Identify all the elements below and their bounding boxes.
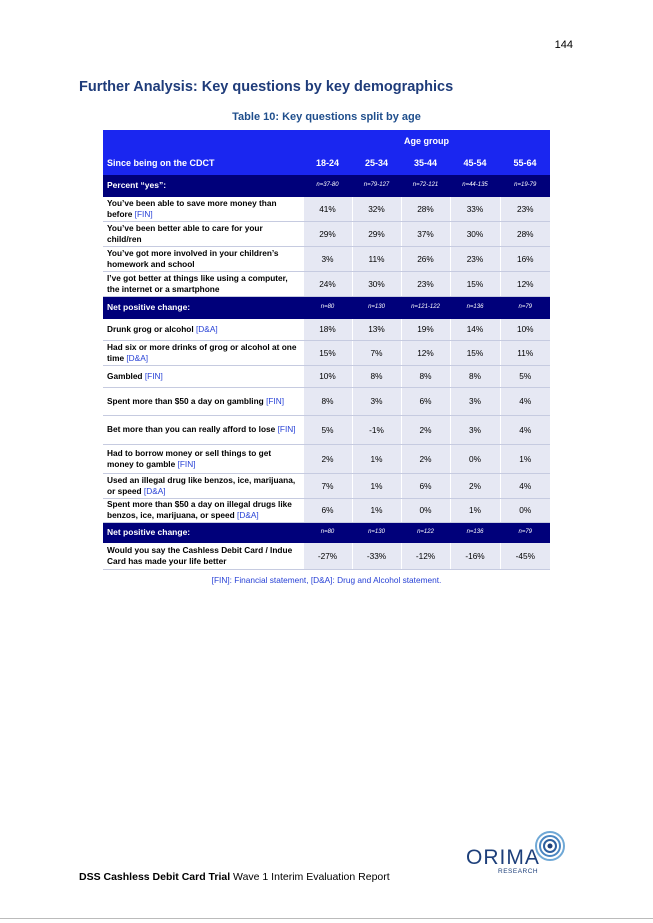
table-row [103, 365, 550, 387]
value-cell: 1% [352, 498, 401, 522]
header-spacer [103, 130, 303, 152]
value-cell: 7% [352, 340, 401, 365]
question-text: Drunk grog or alcohol [107, 323, 194, 334]
statement-tag: [FIN] [144, 370, 163, 381]
value-cell: 4% [500, 415, 550, 444]
value-cell: 2% [401, 444, 450, 473]
statement-tag: [D&A] [143, 485, 166, 496]
value-cell: 3% [450, 387, 500, 415]
value-cell: 2% [401, 415, 450, 444]
table-row [103, 415, 550, 444]
question-text: Had six or more drinks of grog or alcohol at one time [107, 341, 297, 363]
value-cell: 3% [450, 415, 500, 444]
value-cell: 1% [352, 473, 401, 498]
table-row [103, 498, 550, 522]
question-label [103, 271, 303, 296]
question-label [103, 196, 303, 221]
footer-rest: Wave 1 Interim Evaluation Report [230, 871, 390, 883]
value-cell: 26% [401, 246, 450, 271]
value-cell: 32% [352, 196, 401, 221]
value-cell: -45% [500, 542, 550, 569]
value-cell: 24% [303, 271, 352, 296]
value-cell: 0% [450, 444, 500, 473]
age-split-table [103, 130, 550, 570]
table-row [103, 246, 550, 271]
value-cell: 23% [500, 196, 550, 221]
age-column-header: 35-44 [401, 152, 450, 174]
sample-size: n=72-121 [401, 174, 450, 196]
value-cell: 1% [500, 444, 550, 473]
value-cell: 3% [352, 387, 401, 415]
footer-bold-title: DSS Cashless Debit Card Trial [79, 871, 231, 883]
question-label [103, 498, 303, 522]
table-row [103, 542, 550, 569]
sample-size: n=136 [450, 296, 500, 318]
table-row [103, 473, 550, 498]
sample-size: n=122 [401, 522, 450, 542]
table-row [103, 221, 550, 246]
footnote [103, 575, 550, 585]
section-label: Percent “yes”: [103, 174, 303, 196]
logo-subtitle: RESEARCH [498, 868, 539, 875]
value-cell: -1% [352, 415, 401, 444]
value-cell: 29% [303, 221, 352, 246]
row-header-label: Since being on the CDCT [103, 152, 303, 174]
age-group-label: Age group [303, 130, 550, 152]
age-column-header: 55-64 [500, 152, 550, 174]
question-text: You’ve been better able to care for your child/ren [107, 222, 263, 244]
value-cell: 3% [303, 246, 352, 271]
value-cell: 41% [303, 196, 352, 221]
value-cell: 15% [450, 340, 500, 365]
question-text: Bet more than you can really afford to lose [107, 424, 276, 434]
orima-logo [464, 830, 568, 878]
question-label [103, 246, 303, 271]
statement-tag: [D&A] [126, 352, 149, 363]
question-text: I’ve got better at things like using a computer, the internet or a smartphone [107, 272, 288, 294]
sample-size: n=44-135 [450, 174, 500, 196]
question-text: Spent more than $50 a day on gambling [107, 395, 264, 406]
value-cell: 8% [450, 365, 500, 387]
value-cell: -16% [450, 542, 500, 569]
page-bottom-rule [0, 918, 653, 919]
table-row [103, 271, 550, 296]
sample-size: n=79 [500, 522, 550, 542]
value-cell: 30% [352, 271, 401, 296]
question-text: Spent more than $50 a day on illegal drugs like benzos, ice, marijuana, or speed [107, 499, 292, 520]
value-cell: 10% [303, 365, 352, 387]
value-cell: 1% [352, 444, 401, 473]
value-cell: 6% [303, 498, 352, 522]
value-cell: -33% [352, 542, 401, 569]
age-group-header-row [103, 130, 550, 152]
statement-tag: [FIN] [134, 208, 153, 219]
question-label [103, 473, 303, 498]
value-cell: 28% [401, 196, 450, 221]
question-label [103, 340, 303, 365]
value-cell: 8% [401, 365, 450, 387]
question-label [103, 221, 303, 246]
footnote-da-text: : Drug and Alcohol statement. [332, 575, 442, 585]
value-cell: 2% [303, 444, 352, 473]
value-cell: 10% [500, 318, 550, 340]
value-cell: 2% [450, 473, 500, 498]
value-cell: -12% [401, 542, 450, 569]
section-header-row [103, 522, 550, 542]
statement-tag: [FIN] [277, 424, 296, 434]
section-label: Net positive change: [103, 522, 303, 542]
statement-tag: [FIN] [177, 458, 196, 469]
sample-size: n=79-127 [352, 174, 401, 196]
statement-tag: [D&A] [195, 323, 218, 334]
value-cell: 16% [500, 246, 550, 271]
value-cell: 13% [352, 318, 401, 340]
page-number: 144 [554, 39, 573, 51]
question-text: You’ve got more involved in your children’s homework and school [107, 247, 279, 269]
section-header-row [103, 174, 550, 196]
table-row [103, 387, 550, 415]
value-cell: 5% [303, 415, 352, 444]
value-cell: 37% [401, 221, 450, 246]
value-cell: -27% [303, 542, 352, 569]
value-cell: 7% [303, 473, 352, 498]
sample-size: n=80 [303, 522, 352, 542]
statement-tag: [D&A] [237, 510, 259, 520]
question-label [103, 387, 303, 415]
table-row [103, 196, 550, 221]
question-label [103, 318, 303, 340]
value-cell: 11% [500, 340, 550, 365]
value-cell: 19% [401, 318, 450, 340]
question-label [103, 415, 303, 444]
value-cell: 12% [500, 271, 550, 296]
value-cell: 4% [500, 473, 550, 498]
section-label: Net positive change: [103, 296, 303, 318]
question-text: You’ve been able to save more money than before [107, 197, 277, 219]
value-cell: 5% [500, 365, 550, 387]
page-footer [79, 871, 390, 883]
question-text: Would you say the Cashless Debit Card / Indue Card has made your life better [107, 544, 293, 566]
value-cell: 28% [500, 221, 550, 246]
footnote-fin-text: : Financial statement, [229, 575, 311, 585]
sample-size: n=130 [352, 522, 401, 542]
statement-tag: [FIN] [266, 395, 285, 406]
value-cell: 11% [352, 246, 401, 271]
logo-wordmark: ORIMA [466, 846, 540, 869]
value-cell: 0% [401, 498, 450, 522]
sample-size: n=130 [352, 296, 401, 318]
question-label [103, 444, 303, 473]
sample-size: n=136 [450, 522, 500, 542]
sample-size: n=121-122 [401, 296, 450, 318]
logo-rings-icon [534, 830, 566, 862]
value-cell: 14% [450, 318, 500, 340]
value-cell: 6% [401, 387, 450, 415]
age-column-header: 45-54 [450, 152, 500, 174]
table-row [103, 340, 550, 365]
value-cell: 29% [352, 221, 401, 246]
age-column-header: 18-24 [303, 152, 352, 174]
value-cell: 1% [450, 498, 500, 522]
age-column-header: 25-34 [352, 152, 401, 174]
question-text: Gambled [107, 370, 143, 381]
question-label [103, 365, 303, 387]
table-caption: Table 10: Key questions split by age [232, 111, 421, 123]
question-text: Had to borrow money or sell things to get money to gamble [107, 447, 272, 469]
value-cell: 15% [450, 271, 500, 296]
value-cell: 15% [303, 340, 352, 365]
value-cell: 23% [450, 246, 500, 271]
sample-size: n=79 [500, 296, 550, 318]
value-cell: 30% [450, 221, 500, 246]
value-cell: 0% [500, 498, 550, 522]
value-cell: 33% [450, 196, 500, 221]
value-cell: 23% [401, 271, 450, 296]
sample-size: n=19-79 [500, 174, 550, 196]
section-header-row [103, 296, 550, 318]
table-row [103, 444, 550, 473]
value-cell: 4% [500, 387, 550, 415]
question-text: Used an illegal drug like benzos, ice, marijuana, or speed [107, 474, 296, 496]
sample-size: n=80 [303, 296, 352, 318]
value-cell: 8% [352, 365, 401, 387]
section-heading: Further Analysis: Key questions by key demographics [79, 79, 454, 95]
table-row [103, 318, 550, 340]
footnote-da-tag: [D&A] [310, 575, 333, 585]
footnote-fin-tag: [FIN] [211, 575, 230, 585]
sample-size: n=37-80 [303, 174, 352, 196]
value-cell: 8% [303, 387, 352, 415]
value-cell: 18% [303, 318, 352, 340]
question-label [103, 542, 303, 569]
age-columns-row [103, 152, 550, 174]
value-cell: 6% [401, 473, 450, 498]
value-cell: 12% [401, 340, 450, 365]
